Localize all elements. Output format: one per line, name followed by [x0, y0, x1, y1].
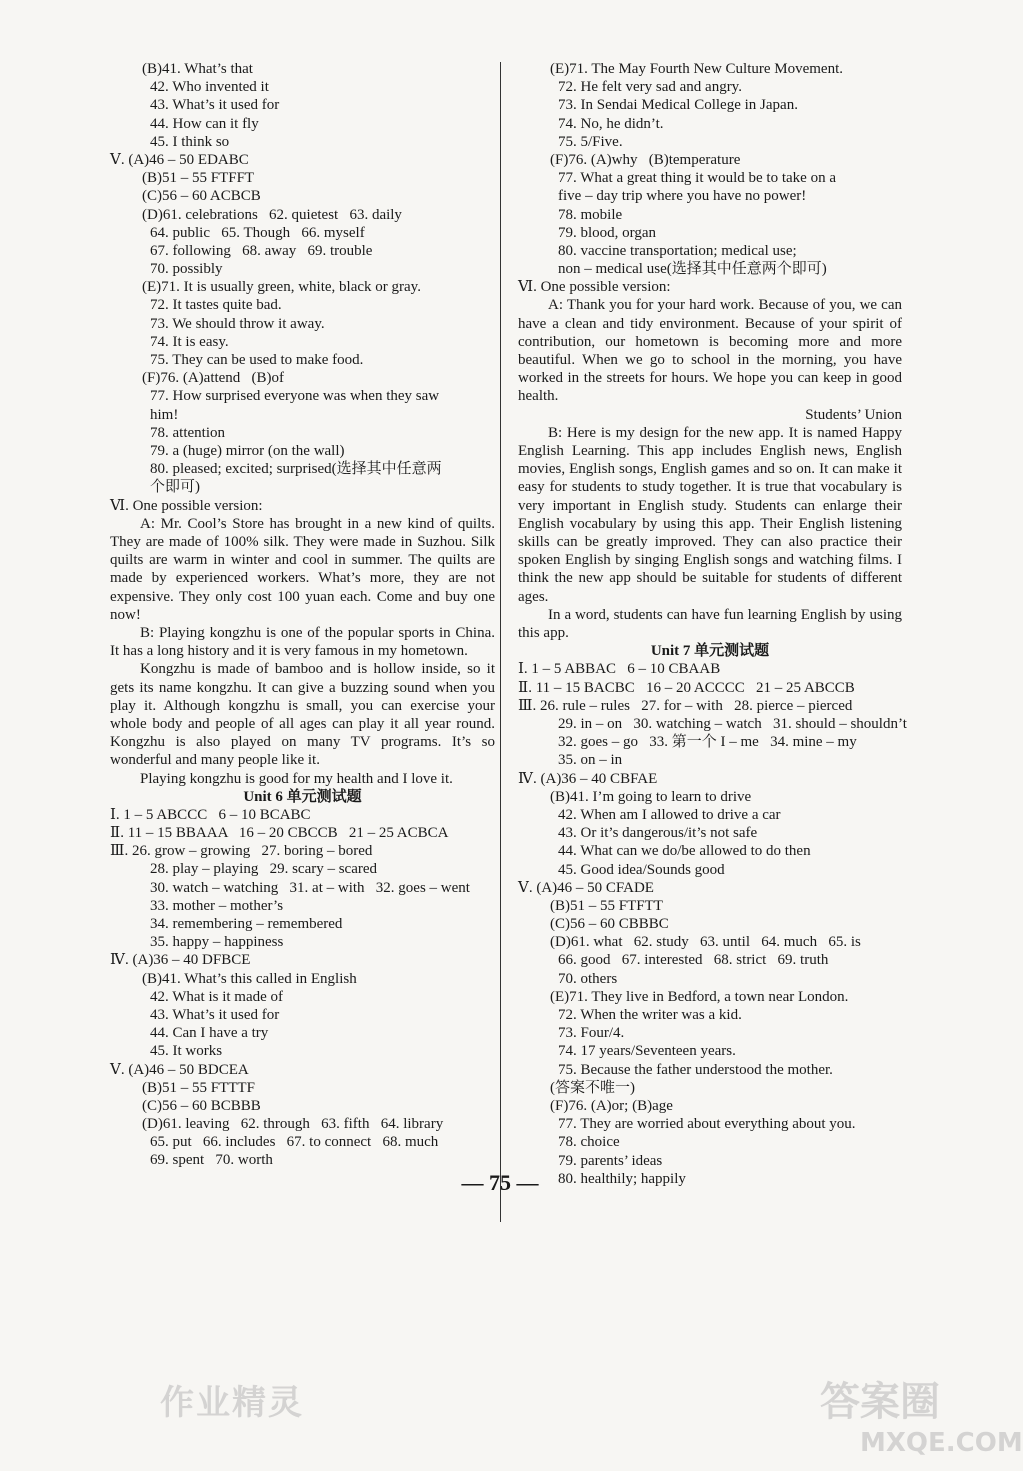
left-answers-part2 [110, 806, 495, 1170]
essay-right-b1: B: Here is my design for the new app. It is named Happy English Learning. This app includes English news, English movies, English songs, English games and so on. It can make it easy for students to study together. It is true that vocabulary is very important in English study. Students can enlarge their English vocabulary by using this app. Their English listening skills can be greatly improved. They can also practice their spoken English by singing English songs and watching films. I think the new app should be suitable for students of different ages. [518, 424, 902, 605]
answer-line: 45. I think so [150, 133, 230, 150]
answer-line: Ⅴ. (A)46 – 50 CFADE [518, 879, 654, 896]
unit7-title: Unit 7 单元测试题 [650, 643, 770, 660]
answer-line: 70. others [558, 970, 618, 987]
answer-line: 77. How surprised everyone was when they saw [150, 388, 440, 405]
watermark-right: 答案圈 [820, 1379, 940, 1424]
answer-line: 42. Who invented it [150, 79, 269, 96]
answer-line: 45. Good idea/Sounds good [558, 861, 725, 878]
right-answers-part1 [518, 60, 902, 296]
essay-right-a-signature: Students’ Union [805, 406, 902, 423]
answer-line: 44. Can I have a try [150, 1025, 269, 1042]
left-column [110, 60, 495, 1170]
answer-line: Ⅰ. 1 – 5 ABCCC 6 – 10 BCABC [110, 806, 311, 823]
answer-line: 33. mother – mother’s [150, 897, 284, 914]
answer-line: 74. 17 years/Seventeen years. [558, 1043, 736, 1060]
answer-line: 44. What can we do/be allowed to do then [558, 843, 811, 860]
answer-line: Ⅴ. (A)46 – 50 EDABC [110, 151, 249, 168]
answer-line: 72. He felt very sad and angry. [558, 79, 742, 96]
answer-line: 72. It tastes quite bad. [150, 297, 282, 314]
answer-line: (B)51 – 55 FTTTF [142, 1079, 255, 1096]
answer-line: 74. It is easy. [150, 333, 229, 350]
answer-line: Ⅴ. (A)46 – 50 BDCEA [110, 1061, 249, 1078]
answer-line: (F)76. (A)attend (B)of [142, 370, 285, 387]
right-column [518, 60, 907, 1188]
answer-line: 70. possibly [150, 261, 223, 278]
answer-line: Ⅱ. 11 – 15 BACBC 16 – 20 ACCCC 21 – 25 ABCCB [518, 679, 855, 696]
answer-line: (答案不唯一) [550, 1079, 635, 1096]
right-answers-part2 [518, 660, 907, 1187]
answer-line: 43. Or it’s dangerous/it’s not safe [558, 825, 758, 842]
answer-line: (C)56 – 60 BCBBB [142, 1097, 261, 1114]
answer-line: 73. In Sendai Medical College in Japan. [558, 97, 798, 114]
answer-line: (F)76. (A)why (B)temperature [550, 151, 741, 168]
answer-line: 80. pleased; excited; surprised(选择其中任意两 [150, 461, 442, 478]
watermark-left: 作业精灵 [160, 1385, 304, 1422]
answer-line: 75. 5/Five. [558, 133, 623, 150]
essay-right-b2: In a word, students can have fun learning English by using this app. [518, 606, 902, 642]
answer-line: Ⅲ. 26. grow – growing 27. boring – bored [110, 843, 373, 860]
answer-line: 66. good 67. interested 68. strict 69. truth [558, 952, 829, 969]
answer-line: him! [150, 406, 179, 423]
unit6-title: Unit 6 单元测试题 [243, 788, 362, 805]
answer-line: 45. It works [150, 1043, 223, 1060]
answer-line: (F)76. (A)or; (B)age [550, 1097, 673, 1114]
answer-line: 75. They can be used to make food. [150, 352, 364, 368]
answer-line: 34. remembering – remembered [150, 916, 343, 933]
answer-line: 64. public 65. Though 66. myself [150, 224, 365, 241]
answer-line: 42. What is it made of [150, 988, 284, 1005]
answer-line: (D)61. what 62. study 63. until 64. much 65. is [550, 934, 861, 951]
answer-line: Ⅲ. 26. rule – rules 27. for – with 28. pierce – pierced [518, 697, 853, 714]
answer-line: (E)71. The May Fourth New Culture Movement. [550, 61, 844, 77]
answer-line: 77. What a great thing it would be to take on a [558, 170, 836, 187]
answer-line: (E)71. They live in Bedford, a town near London. [550, 988, 849, 1005]
answer-line: 69. spent 70. worth [150, 1152, 273, 1169]
answer-line: 79. blood, organ [558, 224, 657, 241]
answer-line: 43. What’s it used for [150, 97, 280, 114]
answer-line: non – medical use(选择其中任意两个即可) [558, 261, 827, 278]
answer-line: Ⅳ. (A)36 – 40 CBFAE [518, 770, 658, 787]
answer-line: 79. a (huge) mirror (on the wall) [150, 442, 345, 459]
answer-line: (B)41. What’s this called in English [142, 970, 357, 987]
essay-right-a: A: Thank you for your hard work. Because of you, we can have a clean and tidy environment. Because of your spirit of contribution, our hometown is becoming more and more beautiful. When we go to school in the morning, you have worked in the streets for hours. We hope you can keep in good health. [518, 297, 902, 405]
answer-line: (B)51 – 55 FTFFT [142, 170, 255, 187]
answer-line: (E)71. It is usually green, white, black or gray. [142, 279, 421, 296]
answer-line: (B)51 – 55 FTFTT [550, 897, 663, 914]
essay-left-b3: Playing kongzhu is good for my health and I love it. [140, 770, 453, 787]
watermark-url: MXQE.COM [860, 1428, 1023, 1458]
answer-line: 72. When the writer was a kid. [558, 1007, 742, 1024]
answer-line: 80. vaccine transportation; medical use; [558, 242, 797, 259]
answer-line: 32. goes – go 33. 第一个 I – me 34. mine – my [558, 734, 857, 751]
answer-line: 35. on – in [558, 752, 623, 769]
answer-line: 43. What’s it used for [150, 1006, 280, 1023]
answer-line: 35. happy – happiness [150, 934, 284, 951]
answer-line: (C)56 – 60 ACBCB [142, 188, 261, 205]
answer-line: 44. How can it fly [150, 115, 259, 132]
answer-line: 78. choice [558, 1134, 620, 1151]
answer-line: 30. watch – watching 31. at – with 32. goes – went [150, 879, 470, 896]
answer-line: 个即可) [150, 479, 200, 496]
answer-line: Ⅱ. 11 – 15 BBAAA 16 – 20 CBCCB 21 – 25 ACBCA [110, 825, 449, 842]
answer-line: 42. When am I allowed to drive a car [558, 806, 781, 823]
answer-line: 73. We should throw it away. [150, 315, 325, 332]
answer-line: 74. No, he didn’t. [558, 115, 664, 132]
answer-line: 75. Because the father understood the mother. [558, 1061, 833, 1078]
answer-line: Ⅵ. One possible version: [518, 279, 671, 296]
answer-line: (B)41. What’s that [142, 61, 253, 77]
answer-line: 65. put 66. includes 67. to connect 68. much [150, 1134, 439, 1151]
answer-line: 29. in – on 30. watching – watch 31. should – shouldn’t [558, 716, 907, 733]
answer-line: 73. Four/4. [558, 1025, 625, 1042]
answer-line: (D)61. leaving 62. through 63. fifth 64. library [142, 1116, 444, 1133]
answer-line: five – day trip where you have no power! [558, 188, 807, 205]
answer-line: Ⅵ. One possible version: [110, 497, 263, 514]
answer-line: 78. mobile [558, 206, 623, 223]
answer-line: 28. play – playing 29. scary – scared [150, 861, 378, 878]
page-number: — 75 — [461, 1170, 539, 1195]
answer-line: Ⅰ. 1 – 5 ABBAC 6 – 10 CBAAB [518, 661, 721, 678]
answer-line: (D)61. celebrations 62. quietest 63. daily [142, 206, 402, 223]
answer-line: 80. healthily; happily [558, 1170, 686, 1187]
essay-left-b2: Kongzhu is made of bamboo and is hollow inside, so it gets its name kongzhu. It can give a buzzing sound when you play it. Although kongzhu is small, you can exercise your whole body and people of all ages can play it all year round. Kongzhu is also played on many TV programs. It’s so wonderful and many people like it. [110, 661, 495, 769]
left-answers-part1 [110, 60, 495, 515]
answer-line: 78. attention [150, 424, 225, 441]
answer-line: 77. They are worried about everything about you. [558, 1116, 856, 1133]
answer-line: (C)56 – 60 CBBBC [550, 916, 669, 933]
essay-left-b1: B: Playing kongzhu is one of the popular sports in China. It has a long history and it is very famous in my hometown. [110, 624, 495, 660]
answer-line: 67. following 68. away 69. trouble [150, 242, 373, 259]
column-divider [500, 62, 501, 1222]
answer-line: 79. parents’ ideas [558, 1152, 663, 1169]
answer-line: (B)41. I’m going to learn to drive [550, 788, 752, 805]
answer-line: Ⅳ. (A)36 – 40 DFBCE [110, 952, 251, 969]
essay-left-a: A: Mr. Cool’s Store has brought in a new kind of quilts. They are made of 100% silk. They were made in Suzhou. Silk quilts are warm in winter and cool in summer. The quilts are made by experienced workers. What’s more, they are not expensive. They only cost 100 yuan each. Come and buy one now! [110, 515, 495, 623]
